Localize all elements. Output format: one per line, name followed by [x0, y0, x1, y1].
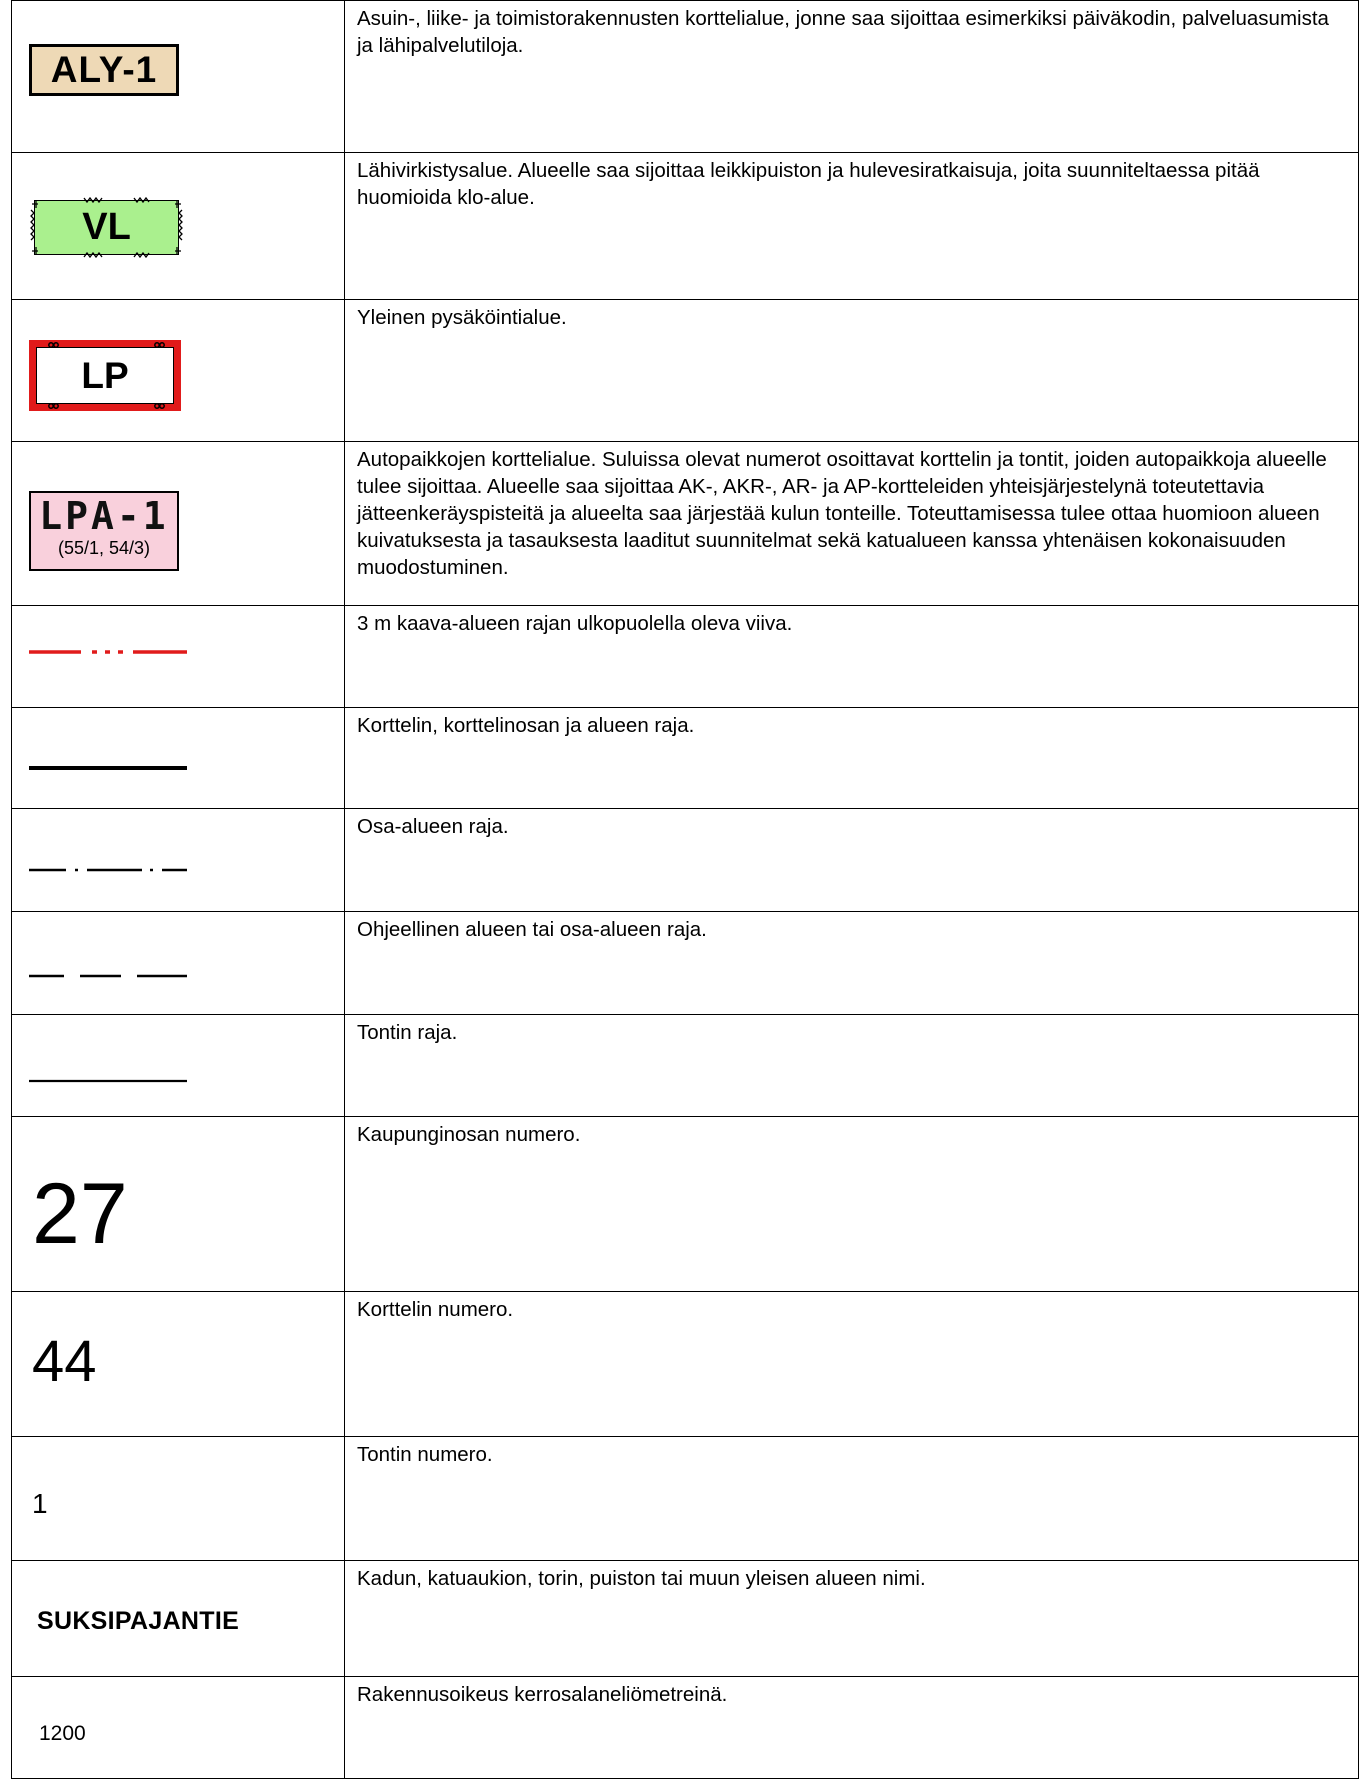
legend-row — [12, 1677, 1359, 1779]
plot-boundary-line-icon — [29, 1077, 189, 1085]
vl-code: VL — [82, 206, 131, 248]
lp-code: LP — [81, 355, 129, 396]
legend-row — [12, 809, 1359, 912]
legend-symbol-cell — [12, 1677, 345, 1779]
legend-description: Tontin raja. — [345, 1015, 1359, 1117]
legend-row — [12, 1117, 1359, 1292]
legend-description: Kaupunginosan numero. — [345, 1117, 1359, 1292]
legend-symbol-cell — [12, 708, 345, 809]
block-boundary-line-icon — [29, 764, 189, 772]
plot-number-sample: 1 — [32, 1488, 48, 1519]
street-name-sample: SUKSIPAJANTIE — [37, 1607, 240, 1635]
legend-description: 3 m kaava-alueen rajan ulkopuolella oleva viiva. — [345, 606, 1359, 708]
legend-description: Korttelin numero. — [345, 1292, 1359, 1437]
legend-row — [12, 1292, 1359, 1437]
legend-symbol-cell — [12, 1437, 345, 1561]
subarea-boundary-line-icon — [29, 866, 189, 874]
legend-row — [12, 1561, 1359, 1677]
legend-symbol-cell — [12, 1292, 345, 1437]
legend-symbol-cell — [12, 809, 345, 912]
legend-row — [12, 153, 1359, 300]
legend-row — [12, 708, 1359, 809]
legend-description: Osa-alueen raja. — [345, 809, 1359, 912]
legend-row — [12, 1437, 1359, 1561]
legend-row — [12, 300, 1359, 442]
legend-symbol-cell — [12, 912, 345, 1015]
legend-description: Korttelin, korttelinosan ja alueen raja. — [345, 708, 1359, 809]
vl-area-symbol — [29, 196, 184, 259]
lpa-1-area-symbol — [29, 491, 179, 571]
legend-symbol-cell — [12, 153, 345, 300]
legend-row — [12, 1015, 1359, 1117]
legend-description: Kadun, katuaukion, torin, puiston tai muun yleisen alueen nimi. — [345, 1561, 1359, 1677]
floor-area-sample: 1200 — [39, 1722, 86, 1745]
legend-description: Lähivirkistysalue. Alueelle saa sijoittaa leikkipuiston ja hulevesiratkaisuja, joita suunniteltaessa pitää huomioida klo-alue. — [345, 153, 1359, 300]
legend-description: Rakennusoikeus kerrosalaneliömetreinä. — [345, 1677, 1359, 1779]
legend-description: Tontin numero. — [345, 1437, 1359, 1561]
red-boundary-line-icon — [29, 646, 189, 658]
legend-symbol-cell — [12, 1, 345, 153]
legend-symbol-cell — [12, 300, 345, 442]
legend-row — [12, 912, 1359, 1015]
legend-symbol-cell — [12, 606, 345, 708]
legend-description: Asuin-, liike- ja toimistorakennusten korttelialue, jonne saa sijoittaa esimerkiksi päiväkodin, palveluasumista ja lähipalvelutiloja. — [345, 1, 1359, 153]
district-number-sample: 27 — [32, 1166, 128, 1262]
legend-symbol-cell — [12, 442, 345, 606]
lp-area-symbol — [29, 340, 181, 411]
legend-symbol-cell — [12, 1561, 345, 1677]
legend-description: Autopaikkojen korttelialue. Suluissa olevat numerot osoittavat korttelin ja tontit, joiden autopaikkoja alueelle tulee sijoittaa. Alueelle saa sijoittaa AK-, AKR-, AR- ja AP-kortteleiden yhteisjärjestelynä toteutettavia jätteenkeräyspisteitä ja alueelta saa järjestää kulun tonteille. Toteuttamisessa tulee ottaa huomioon alueen kuivatuksesta ja tasauksesta laaditut suunnitelmat sekä katualueen kanssa yhtenäisen kokonaisuuden muodostuminen. — [345, 442, 1359, 606]
guideline-boundary-line-icon — [29, 972, 189, 980]
legend-symbol-cell — [12, 1015, 345, 1117]
legend-description: Ohjeellinen alueen tai osa-alueen raja. — [345, 912, 1359, 1015]
legend-row — [12, 442, 1359, 606]
legend-symbol-cell — [12, 1117, 345, 1292]
legend-table — [11, 0, 1359, 1779]
aly-1-area-symbol: ALY-1 — [29, 44, 179, 96]
lpa-1-code: LPA-1 — [39, 494, 169, 538]
lpa-1-reference: (55/1, 54/3) — [57, 538, 151, 558]
legend-description: Yleinen pysäköintialue. — [345, 300, 1359, 442]
legend-row — [12, 1, 1359, 153]
block-number-sample: 44 — [32, 1329, 97, 1394]
legend-row — [12, 606, 1359, 708]
